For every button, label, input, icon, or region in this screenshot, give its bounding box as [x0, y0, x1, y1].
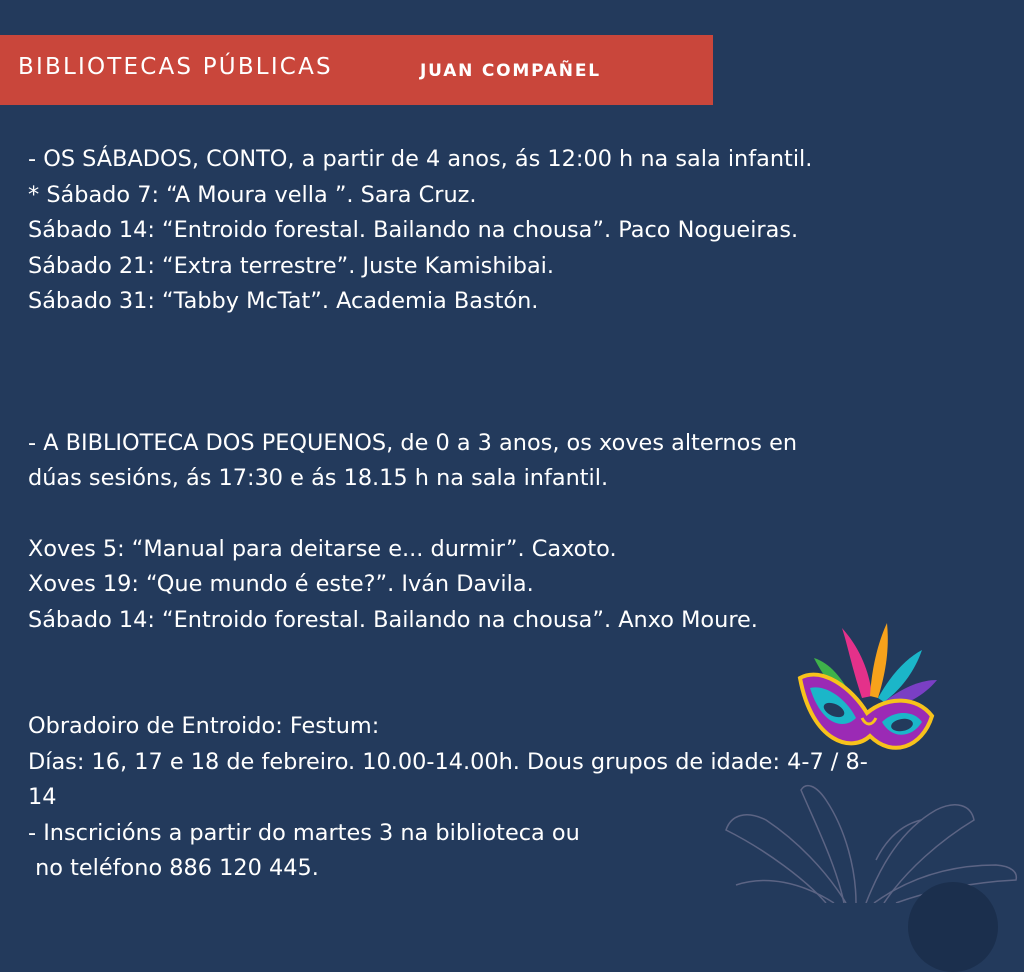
banner-title: BIBLIOTECAS PÚBLICAS	[18, 54, 333, 80]
workshop-signup-line2: no teléfono 886 120 445.	[28, 855, 319, 881]
saturday-item: * Sábado 7: “A Moura vella ”. Sara Cruz.	[28, 181, 477, 208]
workshop-title: Obradoiro de Entroido: Festum:	[28, 713, 380, 739]
saturday-item: Sábado 14: “Entroido forestal. Bailando na chousa”. Paco Nogueiras.	[28, 217, 799, 243]
little-library-intro-line1: - A BIBLIOTECA DOS PEQUENOS, de 0 a 3 anos, os xoves alternos en	[28, 429, 798, 456]
saturday-item: Sábado 21: “Extra terrestre”. Juste Kamishibai.	[28, 252, 555, 279]
saturday-item: Sábado 31: “Tabby McTat”. Academia Bastón.	[28, 288, 539, 314]
carnival-mask-icon	[792, 618, 942, 768]
thursday-item: Xoves 19: “Que mundo é este?”. Iván Davila.	[28, 571, 534, 597]
workshop-signup-line1: - Inscricións a partir do martes 3 na biblioteca ou	[28, 819, 580, 846]
banner-subtitle: JUAN COMPAÑEL	[420, 61, 601, 81]
little-library-intro-line2: dúas sesións, ás 17:30 e ás 18.15 h na sala infantil.	[28, 465, 609, 491]
flower-outline-icon	[706, 770, 1024, 903]
saturdays-intro: - OS SÁBADOS, CONTO, a partir de 4 anos, ás 12:00 h na sala infantil.	[28, 146, 813, 172]
thursday-item: Sábado 14: “Entroido forestal. Bailando na chousa”. Anxo Moure.	[28, 606, 758, 633]
thursday-item: Xoves 5: “Manual para deitarse e... durmir”. Caxoto.	[28, 535, 617, 562]
decorative-circle	[908, 882, 998, 972]
workshop-days: Días: 16, 17 e 18 de febreiro. 10.00-14.00h. Dous grupos de idade: 4-7 / 8-14	[28, 748, 868, 810]
